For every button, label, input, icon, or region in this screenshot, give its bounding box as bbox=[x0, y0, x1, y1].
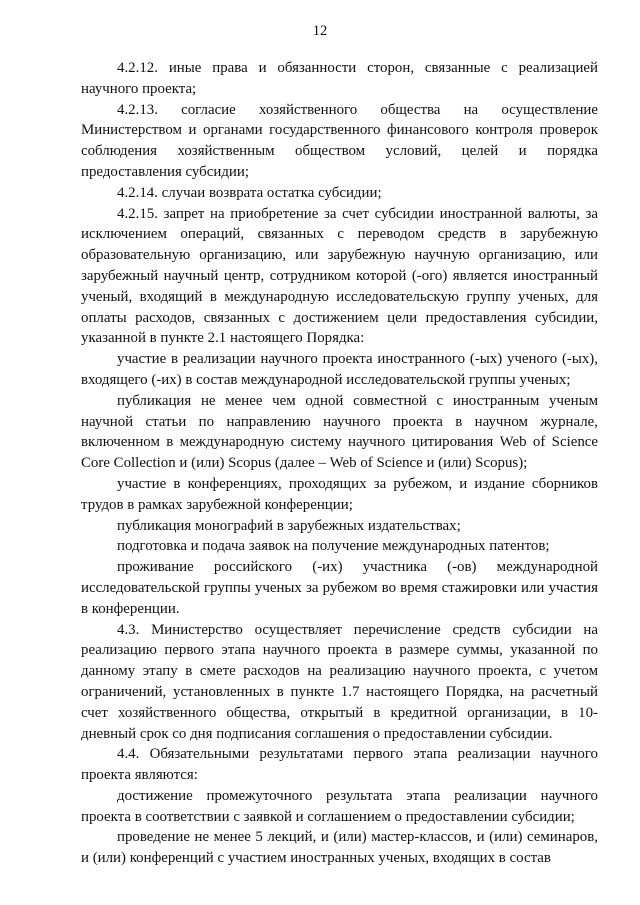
list-item-patents: подготовка и подача заявок на получение международных патентов; bbox=[117, 538, 550, 555]
paragraph-4-4: 4.4. Обязательными результатами первого этапа реализации научного проекта являются: bbox=[81, 746, 598, 784]
list-item-interim-result: достижение промежуточного результата этапа реализации научного проекта в соответствии с заявкой и соглашением о предоставлении субсидии; bbox=[81, 787, 598, 825]
list-item-lectures: проведение не менее 5 лекций, и (или) мастер-классов, и (или) семинаров, и (или) конференций с участием иностранных ученых, входящих в состав bbox=[81, 829, 598, 867]
paragraph-4-2-12: 4.2.12. иные права и обязанности сторон, связанные с реализацией научного проекта; bbox=[81, 60, 598, 97]
page-number: 12 bbox=[312, 23, 328, 39]
paragraph-4-2-13: 4.2.13. согласие хозяйственного общества на осуществление Министерством и органами государственного финансового контроля проверок соблюдения хозяйственным обществом условий, целей и порядка предоставления субсидии; bbox=[81, 101, 598, 180]
document-body bbox=[81, 58, 598, 869]
list-item-conferences: участие в конференциях, проходящих за рубежом, и издание сборников трудов в рамках зарубежной конференции; bbox=[81, 475, 598, 513]
list-item-monographs: публикация монографий в зарубежных издательствах; bbox=[117, 517, 461, 534]
list-item-joint-publication: публикация не менее чем одной совместной с иностранным ученым научной статьи по направлению научного проекта в научном журнале, включенном в международную систему научного цитирования Web of Science Core Collection и (или) Scopus (далее – Web of Science и (или) Scopus); bbox=[81, 392, 598, 472]
list-item-participation: участие в реализации научного проекта иностранного (-ых) ученого (-ых), входящего (-их) в состав международной исследовательской группы ученых; bbox=[81, 351, 598, 388]
paragraph-4-2-14: 4.2.14. случаи возврата остатка субсидии; bbox=[117, 184, 382, 201]
paragraph-4-2-15: 4.2.15. запрет на приобретение за счет субсидии иностранной валюты, за исключением операций, связанных с переводом средств в зарубежную образовательную организацию, или зарубежную научную организацию, или зарубежный научный центр, сотрудником которой (-ого) является иностранный ученый, входящий в международную исследовательскую группу ученых, для оплаты расходов, связанных с достижением цели предоставления субсидии, указанной в пункте 2.1 настоящего Порядка: bbox=[81, 205, 598, 347]
paragraph-4-3: 4.3. Министерство осуществляет перечисление средств субсидии на реализацию первого этапа научного проекта в размере суммы, указанной по данному этапу в смете расходов на реализацию научного проекта, с учетом ограничений, установленных в пункте 1.7 настоящего Порядка, на расчетный счет хозяйственного общества, открытый в кредитной организации, в 10-дневный срок со дня подписания соглашения о предоставлении субсидии. bbox=[81, 621, 598, 742]
list-item-accommodation: проживание российского (-их) участника (-ов) международной исследовательской группы ученых за рубежом во время стажировки или участия в конференции. bbox=[81, 559, 598, 617]
